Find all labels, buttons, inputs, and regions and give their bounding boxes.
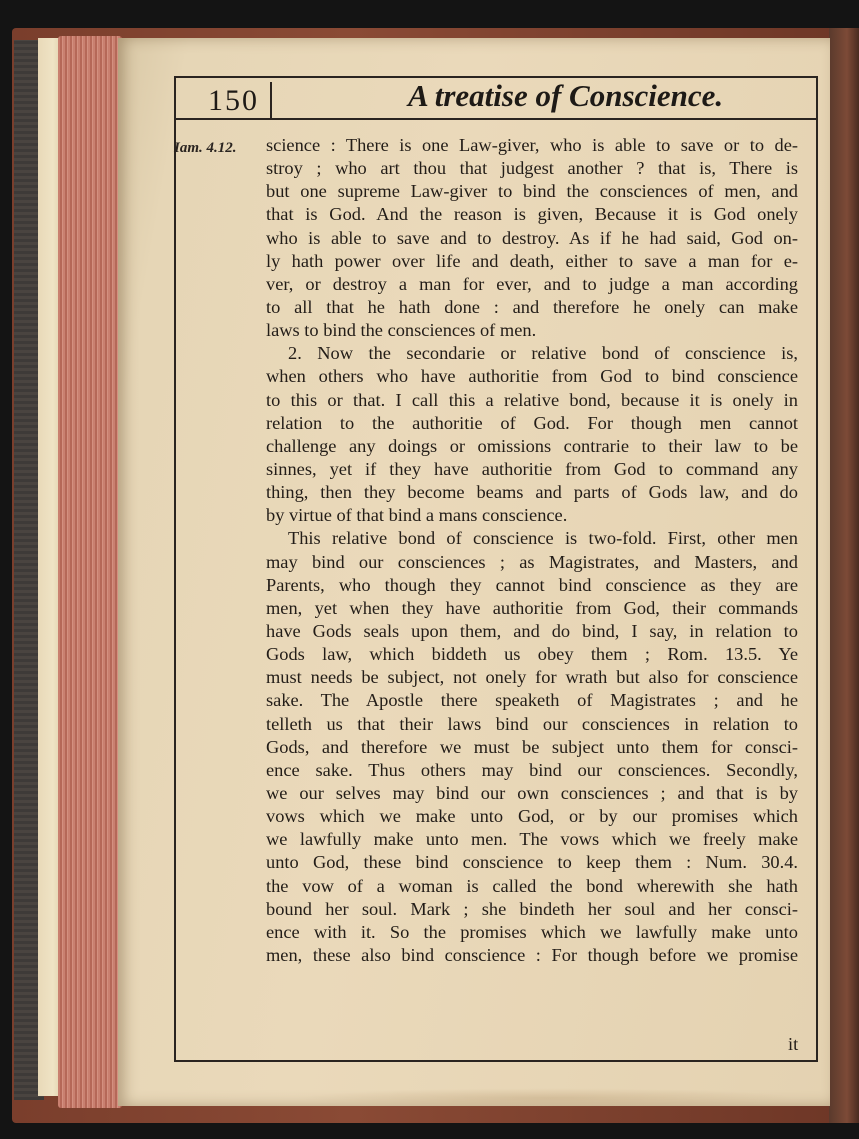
text-line: to all that he hath done : and therefore he onely can make bbox=[266, 296, 798, 317]
text-line: sinnes, yet if they have authoritie from God to command any bbox=[266, 458, 798, 479]
text-line: unto God, these bind conscience to keep them : Num. 30.4. bbox=[266, 852, 798, 873]
text-line: laws to bind the consciences of men. bbox=[266, 320, 537, 341]
text-line: we lawfully make unto men. The vows which we freely make bbox=[266, 829, 798, 850]
text-line: men, these also bind conscience : For though before we promise bbox=[266, 944, 798, 965]
text-line: ence with it. So the promises which we lawfully make unto bbox=[266, 921, 798, 942]
text-line: 2. Now the secondarie or relative bond of conscience is, bbox=[288, 343, 798, 364]
header-separator bbox=[270, 82, 272, 118]
text-line: may bind our consciences ; as Magistrates, and Masters, and bbox=[266, 551, 798, 572]
body-text bbox=[266, 134, 798, 967]
text-line: must needs be subject, not onely for wrath but also for conscience bbox=[266, 667, 798, 688]
text-line: but one supreme Law-giver to bind the consciences of men, and bbox=[266, 181, 798, 202]
text-line: when others who have authoritie from God to bind conscience bbox=[266, 366, 798, 387]
text-line: thing, then they become beams and parts of Gods law, and do bbox=[266, 482, 798, 503]
text-line: bound her soul. Mark ; she bindeth her soul and her consci- bbox=[266, 898, 798, 919]
text-line: ly hath power over life and death, either to save a man for e- bbox=[266, 250, 798, 271]
text-line: to this or that. I call this a relative bond, because it is onely in bbox=[266, 389, 798, 410]
text-line: vows which we make unto God, or by our promises which bbox=[266, 806, 798, 827]
text-line: Parents, who though they cannot bind conscience as they are bbox=[266, 574, 798, 595]
text-line: by virtue of that bind a mans conscience. bbox=[266, 505, 568, 526]
text-line: stroy ; who art thou that judgest another ? that is, There is bbox=[266, 158, 798, 179]
text-line: challenge any doings or omissions contrarie to their law to be bbox=[266, 435, 798, 456]
text-line: who is able to save and to destroy. As if he had said, God on- bbox=[266, 227, 798, 248]
text-line: science : There is one Law-giver, who is able to save or to de- bbox=[266, 135, 798, 155]
text-line: have Gods seals upon them, and do bind, I say, in relation to bbox=[266, 620, 798, 641]
running-head: A treatise of Conscience. bbox=[408, 78, 724, 113]
text-line: sake. The Apostle there speaketh of Magistrates ; and he bbox=[266, 690, 798, 711]
text-line: relation to the authoritie of God. For though men cannot bbox=[266, 412, 798, 433]
red-page-edges bbox=[58, 36, 122, 1108]
book-page bbox=[118, 38, 830, 1106]
page-number: 150 bbox=[208, 84, 259, 117]
text-line: we our selves may bind our own consciences ; and that is by bbox=[266, 782, 798, 803]
cover-edge-right bbox=[829, 28, 859, 1123]
text-line: that is God. And the reason is given, Because it is God onely bbox=[266, 204, 798, 225]
text-line: ver, or destroy a man for ever, and to judge a man according bbox=[266, 273, 798, 294]
text-line: the vow of a woman is called the bond wherewith she hath bbox=[266, 875, 798, 896]
text-line: ence sake. Thus others may bind our consciences. Secondly, bbox=[266, 759, 798, 780]
catchword: it bbox=[788, 1034, 799, 1054]
text-line: Gods, and therefore we must be subject unto them for consci- bbox=[266, 736, 798, 757]
header-rule bbox=[174, 118, 816, 120]
paper-stain bbox=[298, 1088, 798, 1108]
text-line: Gods law, which biddeth us obey them ; Rom. 13.5. Ye bbox=[266, 644, 798, 665]
text-line: telleth us that their laws bind our consciences in relation to bbox=[266, 713, 798, 734]
text-line: This relative bond of conscience is two-fold. First, other men bbox=[288, 528, 798, 549]
margin-reference: Iam. 4.12. bbox=[174, 140, 237, 156]
text-line: men, yet when they have authoritie from God, their commands bbox=[266, 597, 798, 618]
